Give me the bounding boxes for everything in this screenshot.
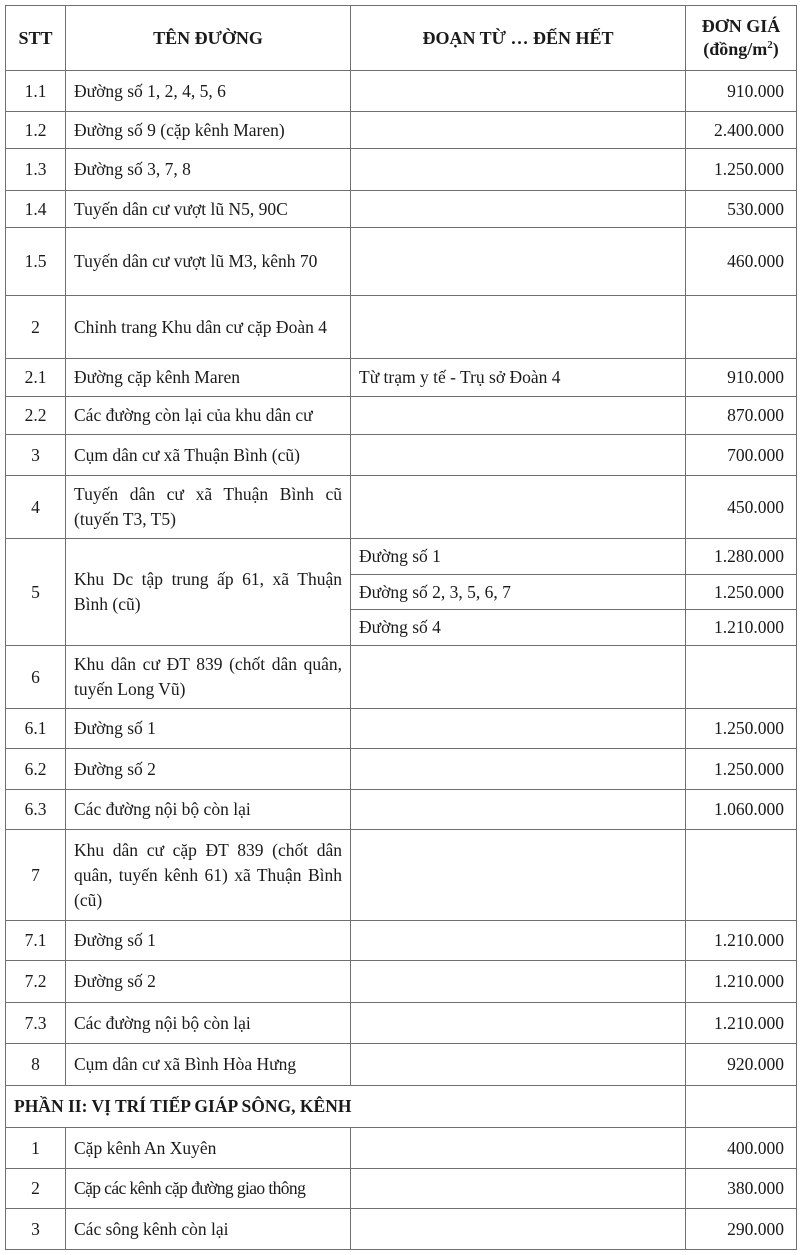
cell-segment: [351, 112, 686, 149]
table-row: [6, 961, 797, 1003]
cell-stt: 3: [6, 435, 66, 476]
cell-price: 380.000: [686, 1169, 797, 1209]
cell-segment: Đường số 2, 3, 5, 6, 7: [351, 575, 686, 610]
cell-price: 910.000: [686, 359, 797, 397]
table-row: [6, 749, 797, 790]
header-segment: ĐOẠN TỪ … ĐẾN HẾT: [351, 6, 686, 71]
cell-stt: 8: [6, 1044, 66, 1086]
cell-road-name: Khu dân cư ĐT 839 (chốt dân quân, tuyến Long Vũ): [66, 646, 351, 709]
header-row: [6, 6, 797, 71]
cell-stt: 6.1: [6, 709, 66, 749]
cell-stt: 2: [6, 1169, 66, 1209]
cell-segment: [351, 1209, 686, 1250]
table-row: [6, 112, 797, 149]
cell-price: [686, 296, 797, 359]
cell-segment: [351, 709, 686, 749]
cell-segment: [351, 476, 686, 539]
header-price-unit: $(đồng/m^2)$: [703, 39, 779, 59]
cell-price: 870.000: [686, 397, 797, 435]
table-row: [6, 1209, 797, 1250]
cell-road-name: Khu Dc tập trung ấp 61, xã Thuận Bình (cũ): [66, 539, 351, 646]
header-price-label: ĐƠN GIÁ: [701, 16, 781, 36]
cell-road-name: Chỉnh trang Khu dân cư cặp Đoàn 4: [66, 296, 351, 359]
cell-road-name: Đường cặp kênh Maren: [66, 359, 351, 397]
cell-stt: 7.3: [6, 1003, 66, 1044]
cell-segment: Đường số 4: [351, 610, 686, 646]
cell-stt: 3: [6, 1209, 66, 1250]
cell-stt: 1.2: [6, 112, 66, 149]
table-row: [6, 830, 797, 921]
table-row: [6, 149, 797, 191]
section-header-row: [6, 1086, 797, 1128]
cell-segment: [351, 921, 686, 961]
cell-price: 1.250.000: [686, 749, 797, 790]
cell-segment: [351, 149, 686, 191]
cell-segment: [351, 191, 686, 228]
cell-road-name: Cụm dân cư xã Bình Hòa Hưng: [66, 1044, 351, 1086]
cell-price: 920.000: [686, 1044, 797, 1086]
cell-road-name: Đường số 2: [66, 961, 351, 1003]
cell-segment: [351, 228, 686, 296]
cell-road-name: Cụm dân cư xã Thuận Bình (cũ): [66, 435, 351, 476]
cell-stt: 7.2: [6, 961, 66, 1003]
cell-price: 1.060.000: [686, 790, 797, 830]
cell-road-name: Đường số 9 (cặp kênh Maren): [66, 112, 351, 149]
cell-price: 910.000: [686, 71, 797, 112]
cell-road-name: Khu dân cư cặp ĐT 839 (chốt dân quân, tuyến kênh 61) xã Thuận Bình (cũ): [66, 830, 351, 921]
cell-price: 700.000: [686, 435, 797, 476]
table-row: [6, 1003, 797, 1044]
cell-road-name: Cặp các kênh cặp đường giao thông: [66, 1169, 351, 1209]
cell-road-name: Tuyến dân cư vượt lũ N5, 90C: [66, 191, 351, 228]
table-row: [6, 435, 797, 476]
cell-segment: [351, 397, 686, 435]
cell-segment: [351, 296, 686, 359]
cell-road-name: Đường số 1: [66, 921, 351, 961]
cell-stt: 6: [6, 646, 66, 709]
cell-road-name: Tuyến dân cư xã Thuận Bình cũ (tuyến T3, T5): [66, 476, 351, 539]
cell-road-name: Cặp kênh An Xuyên: [66, 1128, 351, 1169]
cell-segment: [351, 435, 686, 476]
table-row: [6, 1044, 797, 1086]
cell-price: 1.250.000: [686, 149, 797, 191]
cell-road-name: Đường số 2: [66, 749, 351, 790]
table-row: [6, 646, 797, 709]
cell-road-name: Đường số 1, 2, 4, 5, 6: [66, 71, 351, 112]
header-stt: STT: [6, 6, 66, 71]
table-row: [6, 397, 797, 435]
cell-price: 1.210.000: [686, 921, 797, 961]
cell-price: [686, 830, 797, 921]
section-empty-price: [686, 1086, 797, 1128]
cell-stt: 4: [6, 476, 66, 539]
cell-price: 460.000: [686, 228, 797, 296]
table-row: [6, 539, 797, 575]
cell-price: 530.000: [686, 191, 797, 228]
header-road-name: TÊN ĐƯỜNG: [66, 6, 351, 71]
table-row: [6, 359, 797, 397]
header-unit-price: [686, 6, 797, 71]
cell-segment: [351, 71, 686, 112]
cell-price: 1.210.000: [686, 1003, 797, 1044]
table-row: [6, 228, 797, 296]
table-row: [6, 476, 797, 539]
cell-segment: [351, 749, 686, 790]
cell-stt: 1.1: [6, 71, 66, 112]
cell-segment: [351, 1044, 686, 1086]
cell-stt: 6.3: [6, 790, 66, 830]
cell-segment: [351, 1128, 686, 1169]
cell-stt: 7.1: [6, 921, 66, 961]
cell-segment: [351, 646, 686, 709]
cell-stt: 1.3: [6, 149, 66, 191]
cell-segment: [351, 1169, 686, 1209]
cell-price: 450.000: [686, 476, 797, 539]
table-row: [6, 790, 797, 830]
cell-price: 1.250.000: [686, 709, 797, 749]
cell-price: 1.210.000: [686, 961, 797, 1003]
cell-segment: [351, 830, 686, 921]
cell-segment: Đường số 1: [351, 539, 686, 575]
cell-road-name: Các đường còn lại của khu dân cư: [66, 397, 351, 435]
cell-price: 2.400.000: [686, 112, 797, 149]
cell-stt: 2.1: [6, 359, 66, 397]
cell-stt: 6.2: [6, 749, 66, 790]
cell-price: 1.210.000: [686, 610, 797, 646]
table-row: [6, 921, 797, 961]
table-row: [6, 296, 797, 359]
cell-road-name: Các đường nội bộ còn lại: [66, 1003, 351, 1044]
cell-price: 400.000: [686, 1128, 797, 1169]
cell-segment: [351, 961, 686, 1003]
cell-stt: 7: [6, 830, 66, 921]
cell-stt: 1: [6, 1128, 66, 1169]
cell-road-name: Các sông kênh còn lại: [66, 1209, 351, 1250]
table-row: [6, 1128, 797, 1169]
cell-segment: [351, 1003, 686, 1044]
cell-road-name: Đường số 1: [66, 709, 351, 749]
cell-segment: Từ trạm y tế - Trụ sở Đoàn 4: [351, 359, 686, 397]
table-row: [6, 71, 797, 112]
cell-road-name: Đường số 3, 7, 8: [66, 149, 351, 191]
cell-price: [686, 646, 797, 709]
cell-stt: 2.2: [6, 397, 66, 435]
cell-road-name: Tuyến dân cư vượt lũ M3, kênh 70: [66, 228, 351, 296]
cell-price: 1.250.000: [686, 575, 797, 610]
cell-stt: 1.5: [6, 228, 66, 296]
cell-price: 290.000: [686, 1209, 797, 1250]
land-price-table: [5, 5, 797, 1250]
table-row: [6, 709, 797, 749]
cell-stt: 1.4: [6, 191, 66, 228]
table-row: [6, 191, 797, 228]
section-title: PHẦN II: VỊ TRÍ TIẾP GIÁP SÔNG, KÊNH: [6, 1086, 686, 1128]
cell-segment: [351, 790, 686, 830]
cell-stt: 2: [6, 296, 66, 359]
table-row: [6, 1169, 797, 1209]
cell-stt: 5: [6, 539, 66, 646]
cell-price: 1.280.000: [686, 539, 797, 575]
cell-road-name: Các đường nội bộ còn lại: [66, 790, 351, 830]
